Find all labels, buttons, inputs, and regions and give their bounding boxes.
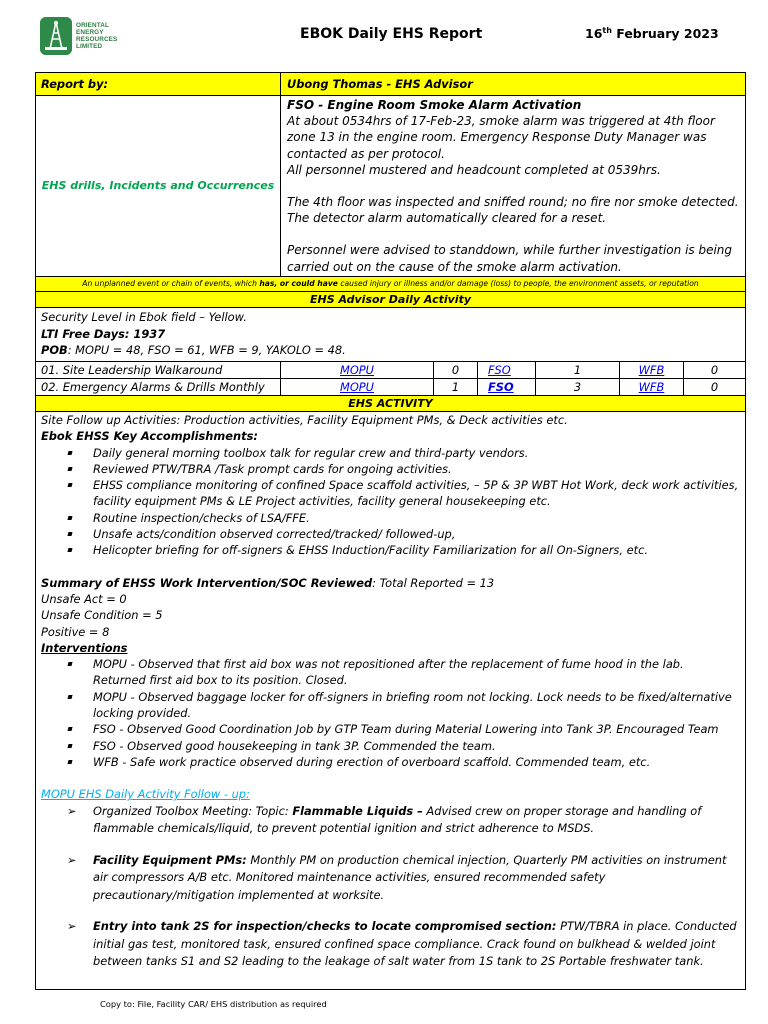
footer-copy-to: Copy to: File, Facility CAR/ EHS distribution as required bbox=[100, 999, 327, 1009]
drills-label: EHS drills, Incidents and Occurrences bbox=[41, 178, 275, 192]
pob-line: POB: MOPU = 48, FSO = 61, WFB = 9, YAKOLO = 48. bbox=[41, 343, 346, 357]
incident-paragraph-3: The 4th floor was inspected and sniffed round; no fire nor smoke detected. The detector alarm automatically cleared for a reset. bbox=[287, 195, 739, 226]
mopu-link[interactable]: MOPU bbox=[340, 380, 374, 394]
report-by-value: Ubong Thomas - EHS Advisor bbox=[280, 73, 745, 95]
list-item: ➢ Organized Toolbox Meeting: Topic: Flammable Liquids – Advised crew on proper storage and handling of flammable chemicals/liquid, to prevent potential ignition and strict adherence to MSDS. bbox=[67, 803, 702, 836]
report-title: EBOK Daily EHS Report bbox=[300, 26, 483, 42]
list-item: FSO - Observed Good Coordination Job by GTP Team during Material Lowering into Tank 3P. Encouraged Team bbox=[93, 721, 739, 737]
incident-paragraph-2: All personnel mustered and headcount completed at 0539hrs. bbox=[287, 162, 661, 177]
logo-text: ORIENTAL ENERGY RESOURCES LIMITED bbox=[76, 21, 118, 51]
wfb-link[interactable]: WFB bbox=[638, 380, 665, 394]
summary-line: Summary of EHSS Work Intervention/SOC Reviewed: Total Reported = 13 bbox=[41, 575, 495, 590]
report-by-row bbox=[36, 73, 745, 95]
fso-link[interactable]: FSO bbox=[488, 363, 511, 377]
mopu-followup-link[interactable]: MOPU EHS Daily Activity Follow - up: bbox=[41, 787, 250, 802]
activity-row: 01. Site Leadership Walkaround MOPU 0 FSO 1 WFB 0 bbox=[36, 361, 745, 378]
followup-activities: Site Follow up Activities: Production activities, Facility Equipment PMs, & Deck activities etc. bbox=[41, 413, 568, 427]
accomplishments-list bbox=[41, 445, 739, 559]
arrow-icon: ➢ bbox=[67, 852, 77, 867]
incident-paragraph-1: At about 0534hrs of 17-Feb-23, smoke alarm was triggered at 4th floor zone 13 in the engine room. Emergency Response Duty Manager was contacted as per protocol. bbox=[287, 114, 715, 161]
security-info: Security Level in Ebok field – Yellow. LTI Free Days: 1937 POB: MOPU = 48, FSO = 61, WFB = 9, YAKOLO = 48. bbox=[36, 307, 745, 361]
security-level: Security Level in Ebok field – Yellow. bbox=[41, 310, 247, 324]
fso-link[interactable]: FSO bbox=[488, 380, 514, 394]
oil-rig-icon bbox=[40, 17, 72, 55]
incident-definition: An unplanned event or chain of events, which has, or could have caused injury or illness and/or damage (loss) to people, the environment assets, or reputation bbox=[36, 276, 745, 291]
list-item: Helicopter briefing for off-signers & EHSS Induction/Facility Familiarization for all On-Signers, etc. bbox=[93, 542, 739, 558]
incident-paragraph-4: Personnel were advised to standdown, while further investigation is being carried out on the cause of the smoke alarm activation. bbox=[287, 243, 733, 274]
list-item: ➢ Facility Equipment PMs: Monthly PM on production chemical injection, Quarterly PM activities on instrument air compressors A/B etc. Monitored maintenance activities, ensured recommended safety precautionary/mitigation implemented at worksite. bbox=[67, 852, 727, 902]
report-table bbox=[35, 72, 746, 990]
report-date: 16th February 2023 bbox=[585, 26, 719, 42]
ehs-activity-body bbox=[36, 411, 745, 989]
list-item: EHSS compliance monitoring of confined Space scaffold activities, – 5P & 3P WBT Hot Work, deck work activities, facility equipment PMs & LE Project activities, facility general housekeeping etc. bbox=[93, 478, 739, 509]
arrow-icon: ➢ bbox=[67, 919, 77, 934]
unsafe-act: Unsafe Act = 0 bbox=[41, 591, 127, 606]
positive-count: Positive = 8 bbox=[41, 624, 110, 639]
list-item: Reviewed PTW/TBRA /Task prompt cards for ongoing activities. bbox=[93, 461, 739, 477]
interventions-heading: Interventions bbox=[41, 640, 128, 655]
list-item: FSO - Observed good housekeeping in tank 3P. Commended the team. bbox=[93, 738, 739, 754]
arrow-icon: ➢ bbox=[67, 803, 77, 818]
ehs-activity-heading: EHS ACTIVITY bbox=[36, 395, 745, 411]
activity-row: 02. Emergency Alarms & Drills Monthly MOPU 1 FSO 3 WFB 0 bbox=[36, 378, 745, 395]
interventions-list bbox=[41, 656, 739, 770]
list-item: MOPU - Observed baggage locker for off-signers in briefing room not locking. Lock needs to be fixed/alternative locking provided. bbox=[93, 689, 739, 722]
mopu-followup-list bbox=[41, 803, 739, 971]
list-item: Routine inspection/checks of LSA/FFE. bbox=[93, 510, 739, 526]
incident-description bbox=[280, 96, 745, 276]
list-item: Daily general morning toolbox talk for regular crew and third-party vendors. bbox=[93, 445, 739, 461]
company-logo bbox=[40, 16, 140, 56]
daily-activity-heading: EHS Advisor Daily Activity bbox=[36, 291, 745, 307]
unsafe-condition: Unsafe Condition = 5 bbox=[41, 608, 163, 623]
list-item: WFB - Safe work practice observed during erection of overboard scaffold. Commended team, etc. bbox=[93, 754, 739, 770]
incident-row bbox=[36, 95, 745, 276]
wfb-link[interactable]: WFB bbox=[638, 363, 665, 377]
report-by-label: Report by: bbox=[41, 77, 109, 91]
accomplishments-heading: Ebok EHSS Key Accomplishments: bbox=[41, 429, 258, 444]
mopu-link[interactable]: MOPU bbox=[340, 363, 374, 377]
list-item: ➢ Entry into tank 2S for inspection/checks to locate compromised section: PTW/TBRA in place. Conducted initial gas test, monitored task, ensured confined space compliance. Crack found on bulkhead & welded joint between tanks S1 and S2 leading to the leakage of salt water from 1S tank to 2S Portable freshwater tank. bbox=[67, 919, 737, 969]
list-item: MOPU - Observed that first aid box was not repositioned after the replacement of fume hood in the lab. Returned first aid box to its position. Closed. bbox=[93, 656, 739, 689]
list-item: Unsafe acts/condition observed corrected/tracked/ followed-up, bbox=[93, 526, 739, 542]
incident-title: FSO - Engine Room Smoke Alarm Activation bbox=[287, 98, 582, 112]
